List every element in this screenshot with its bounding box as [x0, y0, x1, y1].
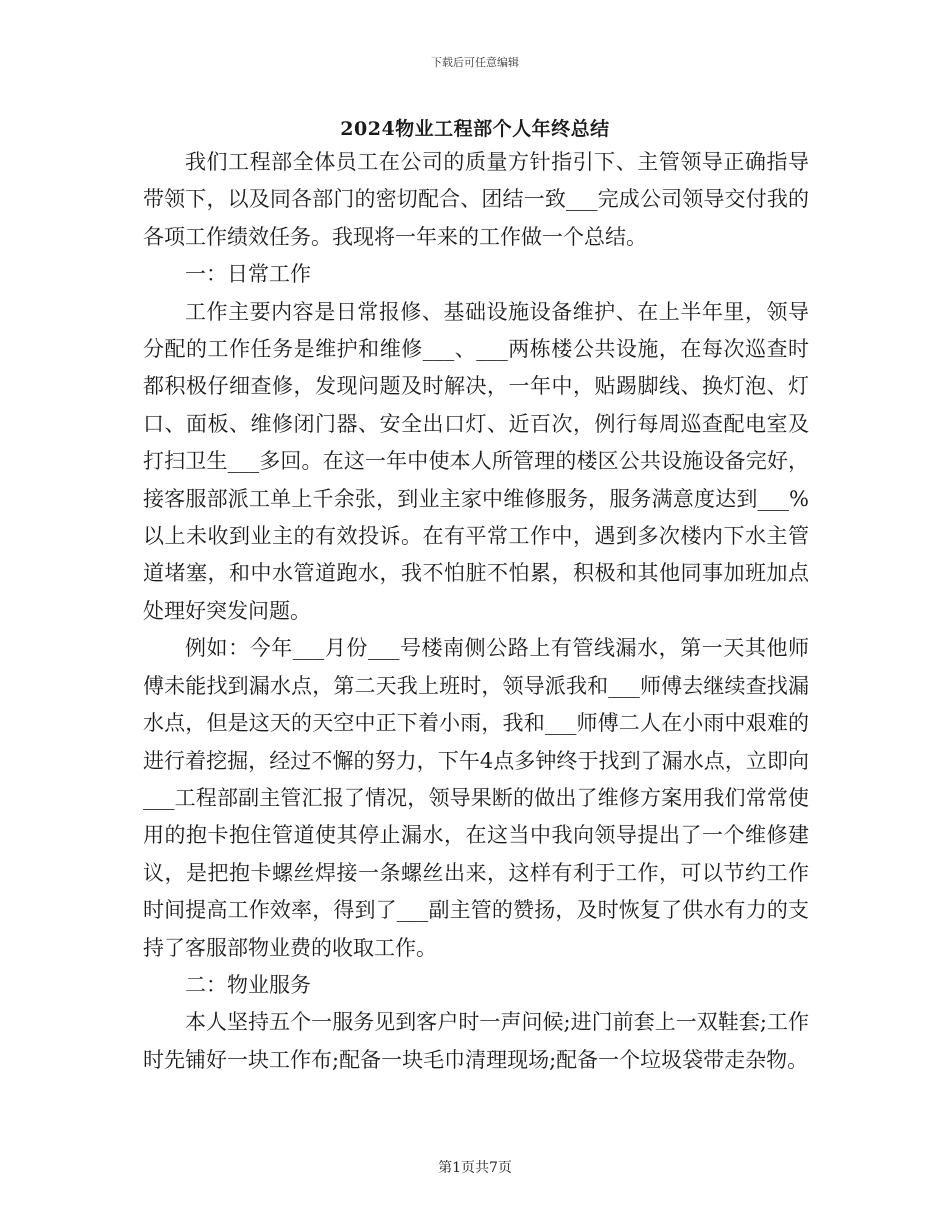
section-heading-daily-work: 一：日常工作	[185, 262, 311, 287]
section-heading-property-service: 二：物业服务	[185, 972, 311, 997]
paragraph-daily-work: 工作主要内容是日常报修、基础设施设备维护、在上半年里，领导分配的工作任务是维护和维修___、___两栋楼公共设施，在每次巡查时都积极仔细查修，发现问题及时解决，一年中，贴踢脚线、换灯泡、灯口、面板、维修闭门器、安全出口灯、近百次，例行每周巡查配电室及打扫卫生___多回。在这一年中使本人所管理的楼区公共设施设备完好，接客服部派工单上千余张，到业主家中维修服务，服务满意度达到___%以上未收到业主的有效投诉。在有平常工作中，遇到多次楼内下水主管道堵塞，和中水管道跑水，我不怕脏不怕累，积极和其他同事加班加点处理好突发问题。	[143, 299, 809, 623]
paragraph-intro: 我们工程部全体员工在公司的质量方针指引下、主管领导正确指导带领下，以及同各部门的密切配合、团结一致___完成公司领导交付我的各项工作绩效任务。我现将一年来的工作做一个总结。	[143, 150, 809, 249]
header-note: 下载后可任意编辑	[431, 56, 519, 69]
page-footer: 第1页共7页	[438, 1160, 512, 1176]
paragraph-example: 例如：今年___月份___号楼南侧公路上有管线漏水，第一天其他师傅未能找到漏水点，第二天我上班时，领导派我和___师傅去继续查找漏水点，但是这天的天空中正下着小雨，我和___师傅二人在小雨中艰难的进行着挖掘，经过不懈的努力，下午4点多钟终于找到了漏水点，立即向___工程部副主管汇报了情况，领导果断的做出了维修方案用我们常常使用的抱卡抱住管道使其停止漏水，在这当中我向领导提出了一个维修建议，是把抱卡螺丝焊接一条螺丝出来，这样有利于工作，可以节约工作时间提高工作效率，得到了___副主管的赞扬，及时恢复了供水有力的支持了客服部物业费的收取工作。	[143, 636, 809, 960]
document-title: 2024物业工程部个人年终总结	[340, 118, 610, 140]
paragraph-property-service: 本人坚持五个一服务见到客户时一声问候;进门前套上一双鞋套;工作时先铺好一块工作布;配备一块毛巾清理现场;配备一个垃圾袋带走杂物。	[143, 1010, 809, 1072]
document-body	[143, 144, 809, 1079]
